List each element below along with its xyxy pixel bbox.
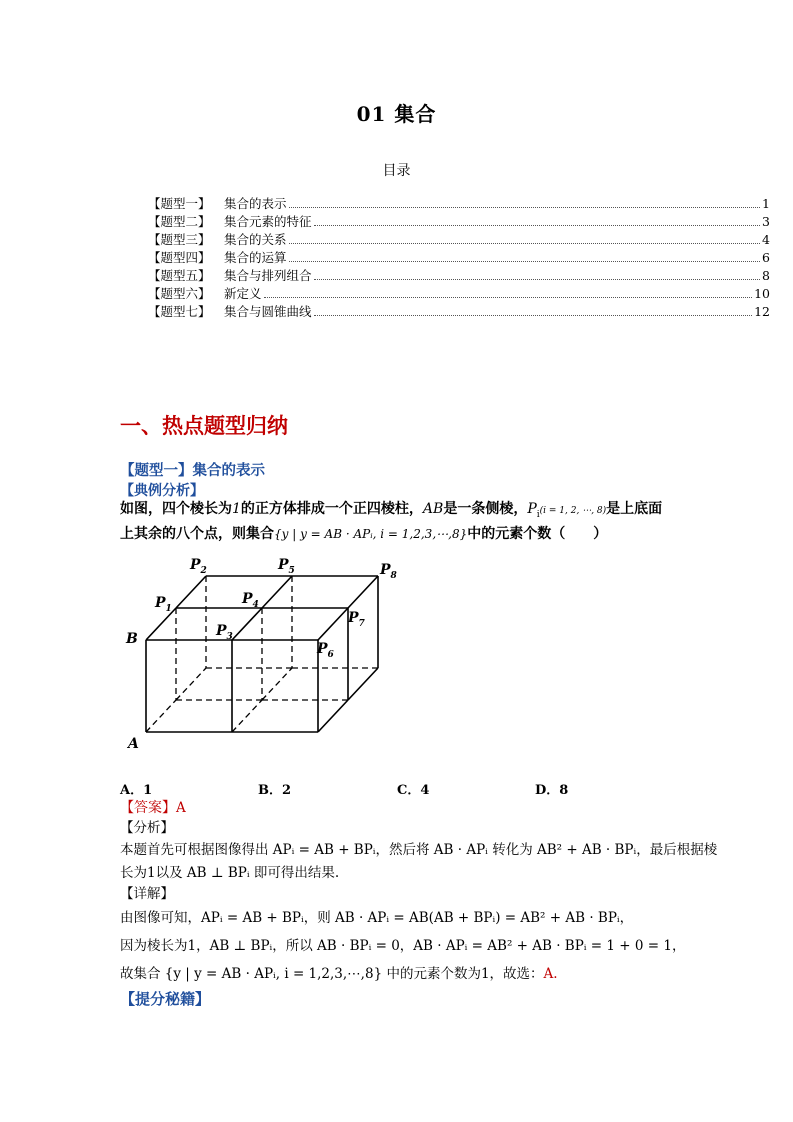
question-text: 中的元素个数（ ） (467, 526, 608, 542)
topic-heading: 【题型一】集合的表示 (120, 462, 265, 479)
toc-row[interactable] (148, 194, 770, 212)
toc-leader (289, 243, 761, 244)
label-p7: $P_7$ (348, 610, 365, 629)
question-number: 1 (232, 501, 241, 517)
label-p6: $P_6$ (317, 641, 334, 660)
section-heading: 一、热点题型归纳 (120, 413, 288, 438)
toc-page: 10 (754, 286, 770, 301)
toc-row[interactable] (148, 212, 770, 230)
toc-tag: 【题型一】 (148, 196, 211, 211)
analysis-tag: 【分析】 (120, 820, 174, 836)
page-title: 01 集合 (356, 102, 437, 126)
toc-tag: 【题型四】 (148, 250, 211, 265)
toc-page: 1 (762, 196, 770, 211)
point-pi: P (527, 501, 537, 517)
toc-row[interactable] (148, 284, 770, 302)
toc-page: 4 (762, 232, 770, 247)
question-text: 的正方体排成一个正四棱柱， (240, 501, 423, 517)
label-a: A (128, 736, 139, 752)
detail-choice: A. (543, 966, 558, 982)
detail-line-2: 因为棱长为1，AB ⊥ BPᵢ，所以 AB · BPᵢ = 0，AB · APᵢ = AB² + AB · BPᵢ = 1 + 0 = 1， (120, 938, 686, 954)
label-p1: $P_1$ (155, 595, 172, 614)
toc-tag: 【题型五】 (148, 268, 211, 283)
toc-heading: 目录 (382, 163, 411, 179)
toc-row[interactable] (148, 302, 770, 320)
toc-page: 3 (762, 214, 770, 229)
question-text: 是上底面 (606, 501, 663, 517)
toc-leader (314, 225, 761, 226)
toc-leader (314, 279, 761, 280)
tips-heading: 【提分秘籍】 (120, 990, 211, 1008)
option-d[interactable]: D．8 (535, 783, 569, 798)
set-expression: {y | y = AB · APᵢ, i = 1,2,3,⋯,8} (274, 527, 468, 541)
toc-row[interactable] (148, 266, 770, 284)
toc-leader (289, 261, 761, 262)
toc-row[interactable] (148, 230, 770, 248)
question-line-2 (120, 523, 607, 543)
toc-row[interactable] (148, 248, 770, 266)
example-label: 【典例分析】 (120, 483, 204, 499)
toc-entry-name: 集合与排列组合 (224, 268, 312, 283)
label-p3: $P_3$ (216, 623, 233, 642)
toc-tag: 【题型二】 (148, 214, 211, 229)
toc-tag: 【题型七】 (148, 304, 211, 319)
toc-page: 12 (754, 304, 770, 319)
toc-page: 8 (762, 268, 770, 283)
option-b[interactable]: B．2 (258, 783, 292, 798)
detail-tag: 【详解】 (120, 886, 174, 902)
question-text: 是一条侧棱， (443, 501, 528, 517)
prism-figure (120, 552, 410, 752)
point-pi-condition: (i = 1, 2, ⋯, 8) (539, 506, 607, 516)
detail-line-1: 由图像可知，APᵢ = AB + BPᵢ，则 AB · APᵢ = AB(AB + BPᵢ) = AB² + AB · BPᵢ， (120, 910, 634, 926)
question-text: 如图，四个棱长为 (120, 501, 232, 517)
toc-entry-name: 集合与圆锥曲线 (224, 304, 312, 319)
label-b: B (126, 631, 138, 647)
toc-entry-name: 集合元素的特征 (224, 214, 312, 229)
toc-entry-name: 集合的运算 (224, 250, 287, 265)
question-line-1 (120, 498, 662, 520)
question-text: 上其余的八个点，则集合 (120, 526, 274, 542)
edge-ab: AB (422, 501, 444, 517)
analysis-line-2: 长为1以及 AB ⊥ BPᵢ 即可得出结果. (120, 865, 340, 881)
label-p8: $P_8$ (380, 562, 397, 581)
toc-leader (289, 207, 761, 208)
toc-page: 6 (762, 250, 770, 265)
toc-entry-name: 新定义 (224, 286, 262, 301)
toc-tag: 【题型六】 (148, 286, 211, 301)
toc-leader (264, 297, 753, 298)
label-p4: $P_4$ (242, 591, 259, 610)
analysis-line-1: 本题首先可根据图像得出 APᵢ = AB + BPᵢ，然后将 AB · APᵢ 转化为 AB² + AB · BPᵢ，最后根据棱 (120, 842, 718, 858)
point-pi-subscript: i (536, 509, 540, 520)
option-a[interactable]: A．1 (120, 783, 153, 798)
label-p5: $P_5$ (278, 557, 295, 576)
toc-entry-name: 集合的关系 (224, 232, 287, 247)
answer-value: A (176, 800, 186, 816)
detail-line-3 (120, 962, 558, 982)
toc-leader (314, 315, 753, 316)
table-of-contents (148, 194, 770, 320)
answer-line (120, 797, 186, 817)
toc-entry-name: 集合的表示 (224, 196, 287, 211)
option-c[interactable]: C．4 (397, 783, 430, 798)
answer-tag: 【答案】 (120, 800, 176, 816)
toc-tag: 【题型三】 (148, 232, 211, 247)
detail-conclusion: 故集合 {y | y = AB · APᵢ, i = 1,2,3,⋯,8} 中的元素个数为1，故选： (120, 966, 544, 982)
label-p2: $P_2$ (190, 557, 207, 576)
